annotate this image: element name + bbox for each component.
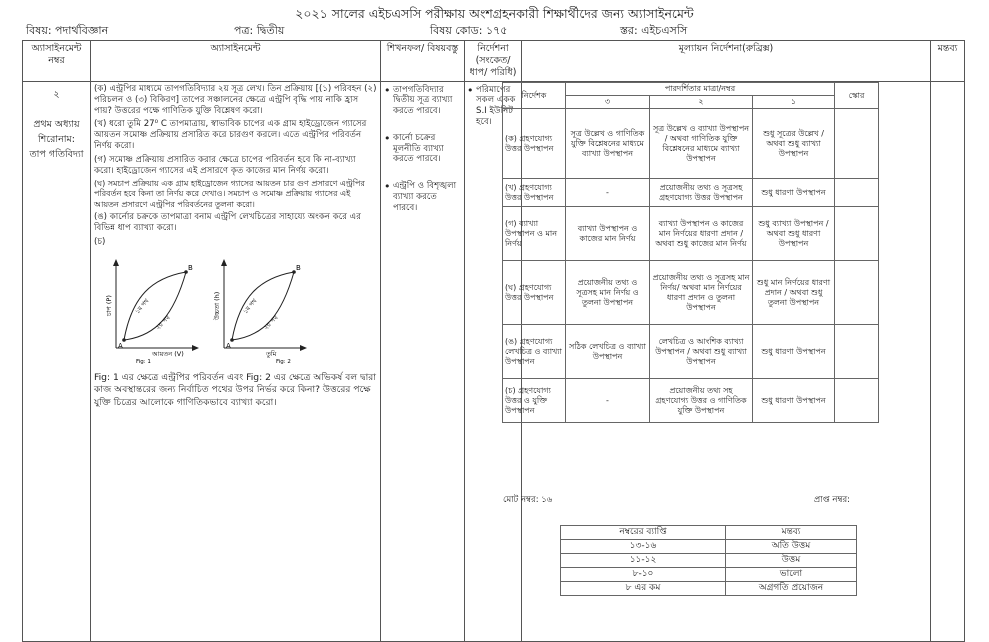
rubric-cell-level-3: - <box>566 179 650 207</box>
grading-range: ৮ এর কম <box>561 582 726 596</box>
grading-remark: উত্তম <box>726 554 857 568</box>
rubric-score-cell <box>835 109 879 179</box>
rubric-cell-level-1: শুধু ধারণা উপস্থাপন <box>753 379 835 423</box>
document-title: ২০২১ সালের এইচএসসি পরীক্ষায় অংশগ্রহনকারী শিক্ষার্থীদের জন্য অ্যাসাইনমেন্ট <box>295 6 694 21</box>
rubric-row <box>503 207 879 261</box>
rubric-cell-level-2: প্রয়োজনীয় তথ্য ও সূত্রসহ গ্রহণযোগ্য উত্তর উপস্থাপন <box>650 179 753 207</box>
question-ga: (গ) সমোষ্ণ প্রক্রিয়ায় প্রসারিত করার ক্ষেত্রে চাপের পরিবর্তন হবে কি না-ব্যাখ্যা করো। হাইড্রোজেন গ্যাসের এই প্রসারণে কৃত কাজের মান নির্ণয় করো। <box>94 154 356 176</box>
question-cha: (চ) <box>94 236 106 247</box>
col-header-learning: শিখনফল/ বিষয়বস্তু <box>381 41 465 82</box>
rubric-indicator: (ঙ) গ্রহণযোগ্য লেখচিত্র ও ব্যাখ্যা উপস্থাপন <box>503 325 566 379</box>
learning-outcome-1: • তাপগতিবিদ্যার দ্বিতীয় সূত্র ব্যাখ্যা করতে পারবে। <box>384 85 461 117</box>
col-header-assignment: অ্যাসাইনমেন্ট <box>91 41 381 82</box>
rubric-indicator-header: নির্দেশক <box>503 83 566 109</box>
rubric-cell-level-2: ব্যাখ্যা উপস্থাপন ও কাজের মান নির্ণয়ের ধারণা প্রদান / অথবা শুধু কাজের মান নির্ণয় <box>650 207 753 261</box>
rubric-cell-level-3: প্রয়োজনীয় তথ্য ও সূত্রসহ মান নির্ণয় ও তুলনা উপস্থাপন <box>566 261 650 325</box>
rubric-row <box>503 379 879 423</box>
rubric-cell-level-1: শুধু সূত্রের উল্লেখ / অথবা শুধু ব্যাখ্যা উপস্থাপন <box>753 109 835 179</box>
fig2-xlabel: তুমি <box>266 349 277 358</box>
question-gha: (ঘ) সমচাপ প্রক্রিয়ায় এক গ্রাম হাইড্রোজেন গ্যাসের আয়তন চার গুণ প্রসারণে এন্ট্রপির পরিবর্তন হবে কিনা তা নির্ণয় করে দেখাও। সমচাপ ও সমোষ্ণ প্রক্রিয়ায় গ্যাসের এই আয়তন প্রসারণে এন্ট্রপির পরিবর্তনের তুলনা করো। <box>94 179 365 209</box>
assignment-cell <box>91 81 381 641</box>
rubric-level-2: ২ <box>650 96 753 109</box>
grading-range: ১১-১২ <box>561 554 726 568</box>
total-marks-label: মোট নম্বর: ১৬ <box>503 495 553 505</box>
rubric-row <box>503 261 879 325</box>
rubric-level-header: পারদর্শিতার মাত্রা/নম্বর <box>566 83 835 96</box>
rubric-row <box>503 325 879 379</box>
rubric-indicator: (চ) গ্রহণযোগ্য উত্তর ও যুক্তি উপস্থাপন <box>503 379 566 423</box>
rubric-score-header: স্কোর <box>835 83 879 109</box>
col-header-assignment-no: অ্যাসাইনমেন্ট নম্বর <box>23 41 91 82</box>
remarks-cell <box>931 81 965 641</box>
fig1-point-a: A <box>118 341 123 350</box>
col-header-instructions: নির্দেশনা (সংকেত/ধাপ/ পরিধি) <box>465 41 522 82</box>
grading-range: ৮-১০ <box>561 568 726 582</box>
rubric-cell-level-1: শুধু ব্যাখ্যা উপস্থাপন / অথবা শুধু ধারণা উপস্থাপন <box>753 207 835 261</box>
rubric-cell-level-2: সূত্র উল্লেখ ও ব্যাখ্যা উপস্থাপন / অথবা গাণিতিক যুক্তি বিশ্লেষনের মাধ্যমে ব্যাখ্যা উপস্থাপন <box>650 109 753 179</box>
assignment-number: ২ <box>53 88 60 100</box>
rubric-score-cell <box>835 379 879 423</box>
rubric-score-cell <box>835 179 879 207</box>
rubric-cell-level-1: শুধু মান নির্ণয়ের ধারণা প্রদান / অথবা শুধু তুলনা উপস্থাপন <box>753 261 835 325</box>
grading-row <box>561 540 857 554</box>
rubric-indicator: (ঘ) গ্রহণযোগ্য উত্তর উপস্থাপন <box>503 261 566 325</box>
subject-code-label: বিষয় কোড: ১৭৫ <box>430 24 508 37</box>
fig1-path1-label: ১ম পথ <box>134 297 151 315</box>
figures-row <box>94 250 377 368</box>
subject-label: বিষয়: পদার্থবিজ্ঞান <box>26 24 109 37</box>
instruction-1: • পরিমাপের সকল একক S.I ইউনিট হবে। <box>467 85 519 128</box>
rubric-cell-level-1: শুধু ধারণা উপস্থাপন <box>753 325 835 379</box>
rubric-cell-level-2: লেখচিত্র ও আংশিক ব্যাখ্যা উপস্থাপন / অথবা শুধু ব্যাখ্যা উপস্থাপন <box>650 325 753 379</box>
grading-remark: অতি উত্তম <box>726 540 857 554</box>
rubric-table <box>502 82 879 423</box>
rubric-level-1: ১ <box>753 96 835 109</box>
learning-outcome-3: • এন্ট্রপি ও বিশৃঙ্খলা ব্যাখ্যা করতে পারবে। <box>384 181 461 213</box>
obtained-marks-label: প্রাপ্ত নম্বর: <box>813 495 850 505</box>
col-header-remarks: মন্তব্য <box>931 41 965 82</box>
rubric-cell-level-2: প্রয়োজনীয় তথ্য সহ গ্রহণযোগ্য উত্তর ও গাণিতিক যুক্তি উপস্থাপন <box>650 379 753 423</box>
grading-row <box>561 554 857 568</box>
grading-range-header: নম্বরের ব্যাপ্তি <box>561 526 726 540</box>
fig2-caption: Fig: 2 <box>276 358 291 364</box>
heading-value: তাপ গতিবিদ্যা <box>29 148 84 160</box>
rubric-score-cell <box>835 325 879 379</box>
question-ka: (ক) এন্ট্রপির মাধ্যমে তাপগতিবিদ্যার ২য় সূত্র লেখ। তিন প্রক্রিয়ায় [(১) পরিবহন (২) পরিচলন ও (৩) বিকিরণ] তাপের সঞ্চালনের ক্ষেত্রে এন্ট্রপি বৃদ্ধি পায় নাকি হ্রাস পায়? উত্তরের পক্ষে গাণিতিক যুক্তি বিশ্লেষণ করো। <box>94 83 377 116</box>
fig1-path2-label: ২য় পথ <box>154 313 172 332</box>
rubric-score-cell <box>835 207 879 261</box>
fig2-point-a: A <box>226 341 231 350</box>
grading-remark-header: মন্তব্য <box>726 526 857 540</box>
rubric-cell-level-1: শুধু ধারণা উপস্থাপন <box>753 179 835 207</box>
grading-remark: অগ্রগতি প্রয়োজন <box>726 582 857 596</box>
grading-table <box>560 525 857 596</box>
grading-range: ১৩-১৬ <box>561 540 726 554</box>
rubric-row <box>503 179 879 207</box>
figure-question: Fig: 1 এর ক্ষেত্রে এন্ট্রপির পরিবর্তন এবং Fig: 2 এর ক্ষেত্রে অভিকর্ষ বল দ্বারা কাজ অবস্থান্তরের জন্য নির্বাচিত পথের উপর নির্ভর করে কিনা? উত্তরের পক্ষে যুক্তি চিত্রের আলোকে গাণিতিকভাবে ব্যাখ্যা করো। <box>94 371 376 408</box>
learning-outcome-2: • কার্নো চক্রের মূলনীতি ব্যাখ্যা করতে পারবে। <box>384 133 461 165</box>
level-label: স্তর: এইচএসসি <box>620 24 688 37</box>
rubric-row <box>503 109 879 179</box>
rubric-indicator: (খ) গ্রহণযোগ্য উত্তর উপস্থাপন <box>503 179 566 207</box>
rubric-cell-level-3: সঠিক লেখচিত্র ও ব্যাখ্যা উপস্থাপন <box>566 325 650 379</box>
question-kha: (খ) ধরো তুমি 27⁰ C তাপমাত্রায়, স্বাভাবিক চাপের এক গ্রাম হাইড্রোজেন গ্যাসের আয়তন সমোষ্ণ প্রক্রিয়ায় প্রসারিত করে চারগুণ করলে। এতে এন্ট্রপির পরিবর্তন নির্ণয় করো। <box>94 119 367 152</box>
rubric-indicator: (গ) ব্যাখ্যা উপস্থাপন ও মান নির্ণয় <box>503 207 566 261</box>
grading-remark: ভালো <box>726 568 857 582</box>
rubric-cell-level-3: - <box>566 379 650 423</box>
fig2-point-b: B <box>296 263 301 272</box>
fig1-graph <box>102 256 200 364</box>
fig1-point-b: B <box>188 263 193 272</box>
grading-row <box>561 568 857 582</box>
grading-row <box>561 582 857 596</box>
rubric-totals <box>503 495 878 506</box>
rubric-cell-level-3: সূত্র উল্লেখ ও গাণিতিক যুক্তি বিশ্লেষনের মাধ্যমে ব্যাখ্যা উপস্থাপন <box>566 109 650 179</box>
col-header-evaluation: মূল্যায়ন নির্দেশনা(রুব্রিক্স) <box>522 41 931 82</box>
heading-label: শিরোনাম: <box>37 134 76 146</box>
assignment-number-cell <box>23 81 91 641</box>
fig1-xlabel: আয়তন (V) <box>152 349 184 358</box>
fig2-ylabel: উচ্চতা (h) <box>213 291 221 320</box>
question-uma: (ঙ) কার্নোর চক্রকে তাপমাত্রা বনাম এন্ট্রপি লেখচিত্রের সাহায্যে অংকন করে এর বিভিন্ন ধাপ ব্যাখ্যা করো। <box>94 212 361 234</box>
rubric-level-3: ৩ <box>566 96 650 109</box>
fig2-path1-label: ১ম পথ <box>242 297 259 315</box>
fig1-caption: Fig: 1 <box>136 358 151 364</box>
fig1-ylabel: চাপ (P) <box>105 294 113 316</box>
learning-outcomes-cell <box>381 81 465 641</box>
rubric-cell-level-2: প্রয়োজনীয় তথ্য ও সূত্রসহ মান নির্ণয়/ অথবা মান নির্ণয়ের ধারণা প্রদান ও তুলনা উপস্থাপন <box>650 261 753 325</box>
fig2-path2-label: ২য় পথ <box>262 313 280 332</box>
paper-label: পত্র: দ্বিতীয় <box>234 24 285 37</box>
rubric-score-cell <box>835 261 879 325</box>
rubric-cell-level-3: ব্যাখ্যা উপস্থাপন ও কাজের মান নির্ণয় <box>566 207 650 261</box>
rubric-indicator: (ক) গ্রহণযোগ্য উত্তর উপস্থাপন <box>503 109 566 179</box>
fig2-graph <box>210 256 308 364</box>
chapter-label: প্রথম অধ্যায় <box>33 119 80 131</box>
